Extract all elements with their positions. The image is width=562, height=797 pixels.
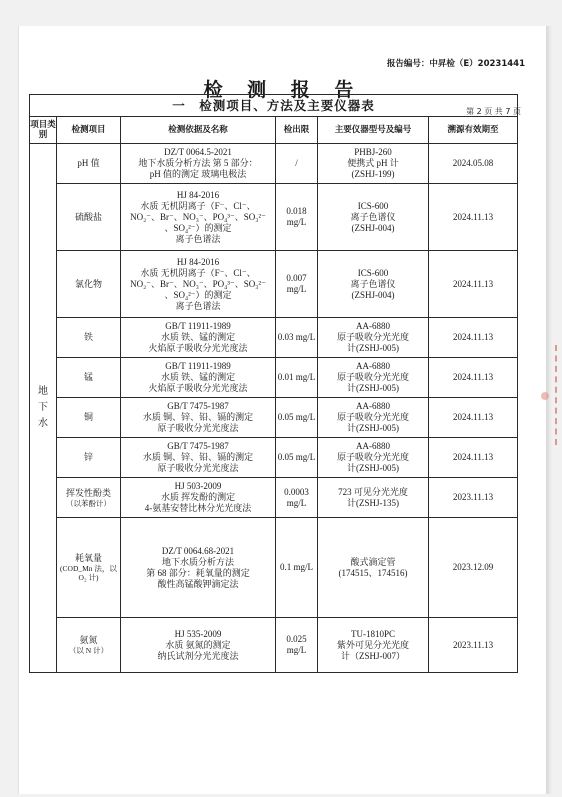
table-row bbox=[30, 618, 518, 673]
instrument-cell bbox=[318, 318, 429, 358]
column-header: 项目类别 bbox=[30, 117, 57, 144]
cell-line: 原子吸收分光光度 bbox=[336, 452, 409, 462]
limit-cell: 0.05 mg/L bbox=[276, 438, 318, 478]
report-title: 检 测 报 告 bbox=[203, 79, 363, 101]
cell-line: HJ 503-2009 bbox=[174, 481, 222, 491]
method-cell bbox=[121, 438, 276, 478]
methods-table bbox=[29, 94, 518, 673]
cell-line: 纳氏试剂分光光度法 bbox=[157, 650, 239, 661]
cell-line: PHBJ-260 bbox=[354, 147, 392, 157]
cell-line: GB/T 11911-1989 bbox=[165, 361, 231, 371]
cell-line: NO₂⁻、Br⁻、NO₃⁻、PO₄³⁻、SO₃²⁻ bbox=[130, 278, 266, 289]
expiry-cell: 2024.11.13 bbox=[429, 184, 518, 251]
cell-line: 计(ZSHJ-005) bbox=[347, 383, 399, 393]
table-row bbox=[30, 251, 518, 318]
limit-cell: 0.018 mg/L bbox=[276, 184, 318, 251]
cell-line: 水质 铁、锰的测定 bbox=[160, 332, 236, 342]
table-row bbox=[30, 518, 518, 618]
column-header: 检测项目 bbox=[57, 117, 121, 144]
cell-line: 水质 挥发酚的测定 bbox=[160, 492, 236, 502]
table-row bbox=[30, 438, 518, 478]
cell-line: 水质 无机阴离子（F⁻、Cl⁻、 bbox=[140, 200, 256, 211]
seal-mark-dot bbox=[541, 392, 549, 400]
table-row bbox=[30, 398, 518, 438]
cell-line: ICS-600 bbox=[357, 267, 389, 278]
item-cell: 铜 bbox=[57, 398, 121, 438]
cell-line: 原子吸收分光光度 bbox=[336, 412, 409, 422]
limit-cell: 0.025 mg/L bbox=[276, 618, 318, 673]
cell-line: 723 可见分光光度 bbox=[338, 486, 408, 497]
cell-line: 计(ZSHJ-005) bbox=[347, 463, 399, 473]
item-cell: 氨氮 （以 N 计） bbox=[57, 618, 121, 673]
cell-line: 酸式滴定管 bbox=[350, 556, 396, 567]
cell-line: 原子吸收分光光度 bbox=[336, 332, 409, 342]
header-row bbox=[30, 117, 518, 144]
cell-line: NO₂⁻、Br⁻、NO₃⁻、PO₄³⁻、SO₃²⁻ bbox=[130, 211, 266, 222]
limit-cell: 0.0003 mg/L bbox=[276, 478, 318, 518]
cell-line: 计(ZSHJ-135) bbox=[347, 497, 399, 508]
instrument-cell bbox=[318, 184, 429, 251]
limit-cell: 0.03 mg/L bbox=[276, 318, 318, 358]
category-cell: 地下水 bbox=[30, 144, 57, 673]
cell-line: GB/T 11911-1989 bbox=[165, 321, 231, 331]
cell-line: 离子色谱仪 bbox=[350, 278, 396, 289]
page-shadow bbox=[546, 26, 552, 794]
cell-line: 水质 无机阴离子（F⁻、Cl⁻、 bbox=[140, 267, 256, 278]
table-row bbox=[30, 144, 518, 184]
method-cell bbox=[121, 358, 276, 398]
cell-line: pH 值的测定 玻璃电极法 bbox=[149, 169, 247, 179]
cell-line: 酸性高锰酸钾滴定法 bbox=[157, 578, 239, 589]
cell-line: (ZSHJ-199) bbox=[351, 169, 395, 179]
column-header: 检测依据及名称 bbox=[121, 117, 276, 144]
item-cell: 挥发性酚类 （以苯酚计） bbox=[57, 478, 121, 518]
cell-line: 原子吸收分光光度法 bbox=[157, 423, 239, 433]
cell-line: 地下水质分析方法 bbox=[161, 556, 234, 567]
cell-line: TU-1810PC bbox=[350, 628, 395, 639]
table-row bbox=[30, 318, 518, 358]
method-cell bbox=[121, 518, 276, 618]
instrument-cell bbox=[318, 144, 429, 184]
item-cell: pH 值 bbox=[57, 144, 121, 184]
table-row bbox=[30, 478, 518, 518]
cell-line: AA-6880 bbox=[356, 441, 390, 451]
method-cell bbox=[121, 144, 276, 184]
cell-line: AA-6880 bbox=[356, 401, 390, 411]
cell-line: 离子色谱法 bbox=[175, 300, 221, 311]
limit-cell: 0.1 mg/L bbox=[276, 518, 318, 618]
expiry-cell: 2024.11.13 bbox=[429, 251, 518, 318]
section-title: 一 检测项目、方法及主要仪器表 bbox=[30, 95, 518, 117]
expiry-cell: 2024.11.13 bbox=[429, 438, 518, 478]
cell-line: 、SO₄²⁻）的测定 bbox=[164, 289, 232, 300]
cell-line: 水质 铜、锌、铅、镉的测定 bbox=[142, 452, 254, 462]
column-header: 主要仪器型号及编号 bbox=[318, 117, 429, 144]
table-row bbox=[30, 184, 518, 251]
cell-line: 火焰原子吸收分光光度法 bbox=[148, 383, 248, 393]
cell-line: AA-6880 bbox=[356, 361, 390, 371]
cell-line: 火焰原子吸收分光光度法 bbox=[148, 343, 248, 353]
expiry-cell: 2023.12.09 bbox=[429, 518, 518, 618]
instrument-cell bbox=[318, 251, 429, 318]
method-cell bbox=[121, 398, 276, 438]
method-cell bbox=[121, 318, 276, 358]
method-cell bbox=[121, 618, 276, 673]
cell-line: 离子色谱仪 bbox=[350, 211, 396, 222]
cell-line: ICS-600 bbox=[357, 200, 389, 211]
seal-mark bbox=[555, 345, 562, 445]
method-cell bbox=[121, 251, 276, 318]
cell-line: (174515、174516) bbox=[338, 567, 408, 578]
cell-line: (ZSHJ-004) bbox=[351, 222, 395, 233]
item-cell: 耗氧量 (COD_Mn 法，以 O₂ 计) bbox=[57, 518, 121, 618]
cell-line: GB/T 7475-1987 bbox=[167, 441, 229, 451]
cell-line: 计（ZSHJ-007） bbox=[340, 650, 405, 661]
report-number: 报告编号：中昇检（E）20231441 bbox=[386, 59, 525, 69]
cell-line: 离子色谱法 bbox=[175, 233, 221, 244]
table-row bbox=[30, 358, 518, 398]
expiry-cell: 2024.05.08 bbox=[429, 144, 518, 184]
instrument-cell bbox=[318, 398, 429, 438]
cell-line: 水质 铁、锰的测定 bbox=[160, 372, 236, 382]
instrument-cell bbox=[318, 618, 429, 673]
expiry-cell: 2023.11.13 bbox=[429, 618, 518, 673]
cell-line: DZ/T 0064.68-2021 bbox=[161, 545, 235, 556]
item-cell: 硫酸盐 bbox=[57, 184, 121, 251]
method-cell bbox=[121, 184, 276, 251]
limit-cell: 0.007 mg/L bbox=[276, 251, 318, 318]
cell-line: 计(ZSHJ-005) bbox=[347, 343, 399, 353]
cell-line: 水质 氨氮的测定 bbox=[165, 639, 231, 650]
cell-line: HJ 535-2009 bbox=[174, 628, 222, 639]
cell-line: 第 68 部分：耗氧量的测定 bbox=[146, 567, 250, 578]
cell-line: 计(ZSHJ-005) bbox=[347, 423, 399, 433]
cell-line: 原子吸收分光光度 bbox=[336, 372, 409, 382]
cell-line: AA-6880 bbox=[356, 321, 390, 331]
item-cell: 锰 bbox=[57, 358, 121, 398]
cell-line: 4-氨基安替比林分光光度法 bbox=[144, 503, 252, 513]
instrument-cell bbox=[318, 358, 429, 398]
limit-cell: / bbox=[276, 144, 318, 184]
cell-line: 地下水质分析方法 第 5 部分： bbox=[138, 158, 258, 168]
instrument-cell bbox=[318, 478, 429, 518]
cell-line: 便携式 pH 计 bbox=[347, 158, 399, 168]
cell-line: 紫外可见分光光度 bbox=[336, 639, 409, 650]
cell-line: HJ 84-2016 bbox=[176, 189, 220, 200]
cell-line: 原子吸收分光光度法 bbox=[157, 463, 239, 473]
instrument-cell bbox=[318, 518, 429, 618]
instrument-cell bbox=[318, 438, 429, 478]
expiry-cell: 2024.11.13 bbox=[429, 398, 518, 438]
item-cell: 氯化物 bbox=[57, 251, 121, 318]
column-header: 溯源有效期至 bbox=[429, 117, 518, 144]
cell-line: GB/T 7475-1987 bbox=[167, 401, 229, 411]
expiry-cell: 2024.11.13 bbox=[429, 358, 518, 398]
cell-line: 、SO₄²⁻）的测定 bbox=[164, 222, 232, 233]
method-cell bbox=[121, 478, 276, 518]
expiry-cell: 2023.11.13 bbox=[429, 478, 518, 518]
column-header: 检出限 bbox=[276, 117, 318, 144]
cell-line: (ZSHJ-004) bbox=[351, 289, 395, 300]
item-cell: 锌 bbox=[57, 438, 121, 478]
item-cell: 铁 bbox=[57, 318, 121, 358]
page-indicator: 第 2 页 共 7 页 bbox=[466, 107, 521, 116]
cell-line: 水质 铜、锌、铅、镉的测定 bbox=[142, 412, 254, 422]
limit-cell: 0.05 mg/L bbox=[276, 398, 318, 438]
expiry-cell: 2024.11.13 bbox=[429, 318, 518, 358]
cell-line: HJ 84-2016 bbox=[176, 256, 220, 267]
cell-line: DZ/T 0064.5-2021 bbox=[164, 147, 232, 157]
limit-cell: 0.01 mg/L bbox=[276, 358, 318, 398]
